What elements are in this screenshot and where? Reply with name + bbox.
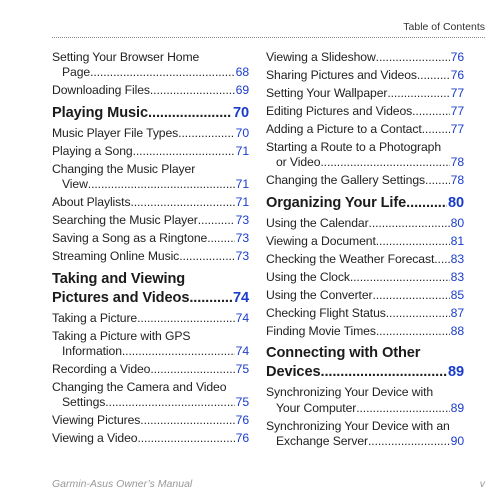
toc-entry-document[interactable] bbox=[266, 234, 464, 249]
dot-leader bbox=[88, 177, 235, 192]
page-number: 78 bbox=[450, 173, 464, 188]
page-number: 89 bbox=[450, 400, 464, 415]
toc-entry-text: Using the Clock bbox=[266, 269, 350, 284]
toc-entry-text: Exchange Server bbox=[276, 434, 368, 449]
page-number: 89 bbox=[447, 364, 464, 381]
toc-entry-text: Changing the Music Player bbox=[52, 161, 196, 176]
page-number: 90 bbox=[450, 434, 464, 449]
page-number: 80 bbox=[450, 215, 464, 230]
page-number: 74 bbox=[235, 310, 249, 325]
toc-entry-browser-home[interactable] bbox=[52, 50, 249, 81]
page-number: 87 bbox=[450, 305, 464, 320]
toc-entry-text: or Video bbox=[276, 155, 321, 170]
dot-leader bbox=[434, 252, 449, 267]
toc-section-organizing[interactable] bbox=[266, 194, 464, 213]
header-divider bbox=[52, 37, 485, 38]
dot-leader bbox=[368, 434, 450, 449]
page-number: 70 bbox=[232, 104, 249, 121]
dot-leader bbox=[425, 173, 450, 188]
page-number: 76 bbox=[235, 431, 249, 446]
toc-entry-gps-picture[interactable] bbox=[52, 329, 249, 360]
dot-leader bbox=[320, 155, 449, 170]
page-number: 71 bbox=[235, 195, 249, 210]
toc-entry-streaming[interactable] bbox=[52, 249, 249, 264]
section-heading: Playing Music bbox=[52, 104, 149, 121]
toc-entry-gallery-settings[interactable] bbox=[266, 173, 464, 188]
toc-entry-text: Viewing a Document bbox=[266, 233, 376, 248]
toc-column-right bbox=[266, 50, 464, 452]
header-title: Table of Contents bbox=[403, 21, 485, 33]
toc-entry-text: Synchronizing Your Device with an bbox=[266, 418, 450, 433]
toc-entry-text: Setting Your Wallpaper bbox=[266, 86, 388, 100]
toc-entry-converter[interactable] bbox=[266, 288, 464, 303]
toc-entry-text: Using the Calendar bbox=[266, 215, 369, 230]
toc-entry-changing-view[interactable] bbox=[52, 162, 249, 193]
dot-leader bbox=[387, 86, 449, 101]
toc-entry-text: Playing a Song bbox=[52, 143, 133, 158]
toc-entry-camera-settings[interactable] bbox=[52, 380, 249, 411]
dot-leader bbox=[122, 344, 235, 359]
toc-entry-ringtone[interactable] bbox=[52, 231, 249, 246]
toc-entry-weather[interactable] bbox=[266, 252, 464, 267]
dot-leader bbox=[178, 126, 234, 141]
toc-entry-text: Viewing a Video bbox=[52, 431, 138, 446]
page-number: 77 bbox=[450, 86, 464, 100]
toc-entry-viewing-pictures[interactable] bbox=[52, 413, 249, 428]
dot-leader bbox=[133, 144, 235, 159]
page-number: 71 bbox=[235, 177, 249, 192]
page-number: 69 bbox=[235, 83, 249, 98]
toc-entry-searching[interactable] bbox=[52, 213, 249, 228]
page-number: 74 bbox=[232, 289, 249, 306]
page-number: 74 bbox=[235, 344, 249, 359]
dot-leader bbox=[140, 413, 234, 428]
dot-leader bbox=[207, 231, 234, 246]
toc-entry-text: Music Player File Types bbox=[52, 125, 179, 140]
toc-entry-recording[interactable] bbox=[52, 362, 249, 377]
toc-entry-text: Using the Converter bbox=[266, 287, 373, 302]
dot-leader bbox=[189, 289, 232, 308]
toc-entry-text: Viewing a Slideshow bbox=[266, 50, 376, 64]
page-number: 70 bbox=[235, 125, 249, 140]
toc-entry-text: Page bbox=[62, 65, 91, 80]
toc-entry-text: Recording a Video bbox=[52, 362, 151, 377]
toc-section-pictures-videos[interactable] bbox=[52, 270, 249, 308]
page-number: 73 bbox=[235, 249, 249, 264]
toc-section-playing-music[interactable] bbox=[52, 104, 249, 123]
dot-leader bbox=[150, 362, 234, 377]
section-heading: Devices bbox=[266, 364, 321, 381]
toc-entry-text: Checking Flight Status bbox=[266, 305, 386, 320]
toc-entry-contact[interactable] bbox=[266, 122, 464, 137]
toc-entry-text: Streaming Online Music bbox=[52, 249, 180, 264]
toc-entry-text: View bbox=[62, 177, 88, 192]
toc-entry-calendar[interactable] bbox=[266, 216, 464, 231]
page-number: 77 bbox=[450, 104, 464, 118]
toc-entry-text: Sharing Pictures and Videos bbox=[266, 68, 417, 82]
toc-entry-text: Synchronizing Your Device with bbox=[266, 385, 434, 400]
toc-entry-text: Editing Pictures and Videos bbox=[266, 104, 413, 118]
toc-entry-playlists[interactable] bbox=[52, 195, 249, 210]
section-heading: Organizing Your Life bbox=[266, 194, 407, 211]
dot-leader bbox=[376, 324, 450, 339]
dot-leader bbox=[386, 306, 450, 321]
toc-section-connecting[interactable] bbox=[266, 344, 464, 382]
toc-entry-sync-computer[interactable] bbox=[266, 385, 464, 416]
dot-leader bbox=[412, 104, 450, 119]
dot-leader bbox=[198, 213, 235, 228]
toc-entry-wallpaper[interactable] bbox=[266, 86, 464, 101]
toc-entry-text: Searching the Music Player bbox=[52, 213, 198, 228]
dot-leader bbox=[373, 288, 450, 303]
dot-leader bbox=[148, 104, 232, 123]
toc-entry-text: Downloading Files bbox=[52, 83, 150, 98]
dot-leader bbox=[350, 270, 450, 285]
toc-entry-sync-exchange[interactable] bbox=[266, 419, 464, 450]
toc-entry-text: Viewing Pictures bbox=[52, 413, 141, 428]
page-number: 77 bbox=[450, 122, 464, 136]
toc-entry-text: Setting Your Browser Home bbox=[52, 50, 200, 64]
page-number: 88 bbox=[450, 323, 464, 338]
toc-entry-file-types[interactable] bbox=[52, 126, 249, 141]
toc-entry-text: Taking a Picture with GPS bbox=[52, 328, 191, 343]
page-number: 73 bbox=[235, 213, 249, 228]
toc-entry-movie[interactable] bbox=[266, 324, 464, 339]
toc-entry-text: Saving a Song as a Ringtone bbox=[52, 231, 208, 246]
page-number: 76 bbox=[450, 50, 464, 64]
toc-entry-route[interactable] bbox=[266, 140, 464, 171]
toc-entry-clock[interactable] bbox=[266, 270, 464, 285]
page-number: 80 bbox=[447, 194, 464, 211]
dot-leader bbox=[130, 195, 234, 210]
page-number: 83 bbox=[450, 269, 464, 284]
toc-entry-text: Changing the Gallery Settings bbox=[266, 173, 426, 188]
page-number: 76 bbox=[235, 413, 249, 428]
page-number: 85 bbox=[450, 287, 464, 302]
page-number: 76 bbox=[450, 68, 464, 82]
section-heading: Pictures and Videos bbox=[52, 289, 190, 306]
dot-leader bbox=[406, 194, 447, 213]
toc-entry-text: Information bbox=[62, 344, 122, 359]
dot-leader bbox=[137, 431, 234, 446]
toc-entry-sharing[interactable] bbox=[266, 68, 464, 83]
toc-entry-text: Starting a Route to a Photograph bbox=[266, 140, 441, 154]
toc-entry-slideshow[interactable] bbox=[266, 50, 464, 65]
footer-page-number: v bbox=[479, 478, 485, 490]
dot-leader bbox=[376, 50, 450, 65]
toc-entry-text: Checking the Weather Forecast bbox=[266, 251, 435, 266]
page-number: 73 bbox=[235, 231, 249, 246]
dot-leader bbox=[150, 83, 235, 98]
dot-leader bbox=[376, 234, 450, 249]
toc-entry-text: About Playlists bbox=[52, 195, 131, 210]
toc-column-left bbox=[52, 50, 249, 449]
toc-entry-taking-picture[interactable] bbox=[52, 311, 249, 326]
toc-entry-text: Taking a Picture bbox=[52, 310, 138, 325]
page-number: 83 bbox=[450, 251, 464, 266]
toc-entry-playing-song[interactable] bbox=[52, 144, 249, 159]
page-number: 75 bbox=[235, 362, 249, 377]
toc-entry-text: Settings bbox=[62, 395, 106, 410]
dot-leader bbox=[90, 65, 235, 80]
dot-leader bbox=[105, 395, 234, 410]
dot-leader bbox=[417, 68, 450, 83]
toc-entry-editing[interactable] bbox=[266, 104, 464, 119]
dot-leader bbox=[369, 216, 450, 231]
toc-entry-text: Adding a Picture to a Contact bbox=[266, 122, 422, 136]
page-number: 71 bbox=[235, 143, 249, 158]
toc-entry-text: Changing the Camera and Video bbox=[52, 380, 227, 395]
page-number: 75 bbox=[235, 395, 249, 410]
dot-leader bbox=[137, 311, 235, 326]
toc-entry-viewing-video[interactable] bbox=[52, 431, 249, 446]
section-heading: Connecting with Other bbox=[266, 345, 421, 362]
dot-leader bbox=[356, 401, 449, 416]
dot-leader bbox=[320, 363, 446, 382]
page-number: 78 bbox=[450, 155, 464, 170]
section-heading: Taking and Viewing bbox=[52, 270, 186, 287]
footer-manual-title: Garmin-Asus Owner’s Manual bbox=[52, 478, 193, 490]
page-number: 68 bbox=[235, 65, 249, 80]
toc-entry-downloading[interactable] bbox=[52, 83, 249, 98]
toc-entry-text: Finding Movie Times bbox=[266, 323, 376, 338]
toc-entry-text: Your Computer bbox=[276, 400, 357, 415]
page-number: 81 bbox=[450, 233, 464, 248]
dot-leader bbox=[422, 122, 450, 137]
dot-leader bbox=[179, 249, 234, 264]
toc-entry-flight[interactable] bbox=[266, 306, 464, 321]
